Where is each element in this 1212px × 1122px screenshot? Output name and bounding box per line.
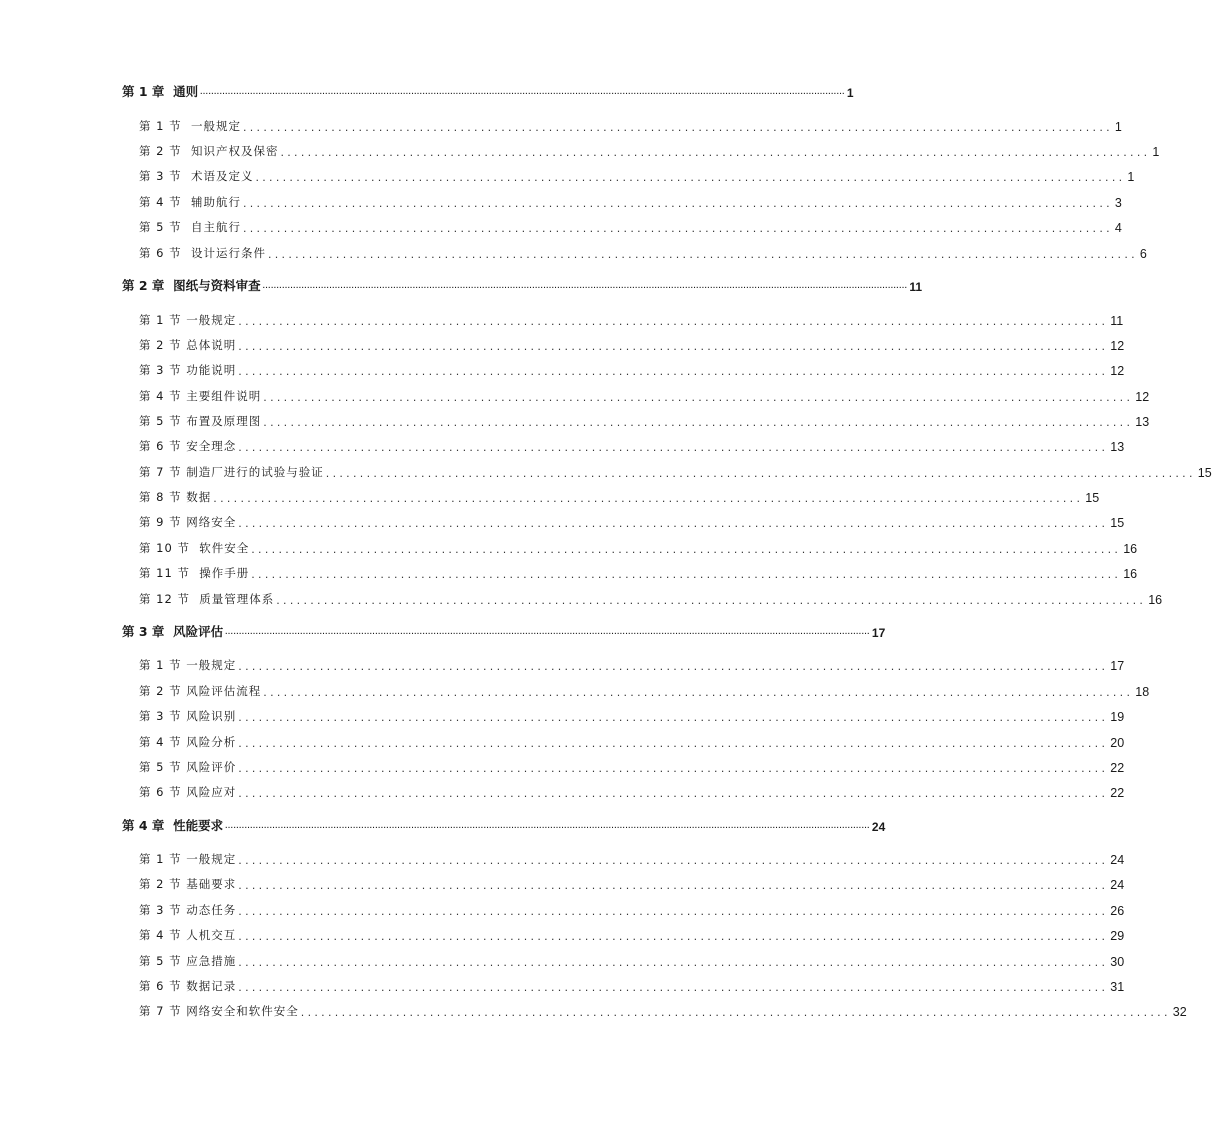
toc-chapter-1[interactable] [0,80,854,100]
dot-leader: ................................................................................................................................ [238,711,1109,724]
toc-chapter-4[interactable] [0,814,886,834]
page-number: 26 [1110,904,1125,918]
dot-leader: ................................................................................................................................ [238,762,1109,775]
section-title: 第 3 节 风险识别 [139,709,237,723]
section-title: 第 2 节 知识产权及保密 [139,144,279,158]
page-number: 15 [1110,516,1125,530]
dot-leader: ................................................................................................................................ [238,854,1109,867]
toc-section[interactable] [0,704,1125,724]
page-number: 1 [1152,145,1160,159]
dot-leader: ................................................................................................................................ [238,737,1109,750]
section-title: 第 1 节 一般规定 [139,119,241,133]
section-title: 第 7 节 制造厂进行的试验与验证 [139,465,324,479]
page-number: 1 [846,86,854,100]
dot-leader: ................................................................................................................................ [213,492,1084,505]
page-number: 22 [1110,786,1125,800]
toc-chapter-3[interactable] [0,620,886,640]
toc-section[interactable] [0,434,1125,454]
page-number: 11 [1110,314,1124,328]
dot-leader: ................................................................................................................................ [242,121,1113,134]
toc-section[interactable] [0,215,1122,235]
page-number: 15 [1085,491,1100,505]
section-title: 第 5 节 自主航行 [139,220,241,234]
page-number: 13 [1135,415,1150,429]
dot-leader: ................................................................................................................................ [238,340,1109,353]
page-number: 16 [1123,567,1138,581]
page-number: 24 [871,820,886,834]
toc-section[interactable] [0,536,1138,556]
toc-section[interactable] [0,164,1135,184]
dot-leader: ................................................................................................................................ [280,146,1151,159]
dot-leader: ................................................................................................................................ [276,594,1147,607]
dot-leader: ........................................................................................................................................................................................................................................ [200,89,845,96]
section-title: 第 4 节 风险分析 [139,735,237,749]
chapter-title: 第 2 章 图纸与资料审查 [122,278,261,293]
toc-section[interactable] [0,485,1100,505]
toc-section[interactable] [0,999,1187,1019]
page-number: 12 [1135,390,1150,404]
toc-section[interactable] [0,847,1125,867]
section-title: 第 4 节 主要组件说明 [139,389,262,403]
toc-section[interactable] [0,679,1150,699]
toc-chapter-2[interactable] [0,274,923,294]
toc-section[interactable] [0,653,1125,673]
dot-leader: ................................................................................................................................ [238,905,1109,918]
dot-leader: ................................................................................................................................ [251,543,1122,556]
section-title: 第 6 节 安全理念 [139,439,237,453]
section-title: 第 1 节 一般规定 [139,313,237,327]
page-number: 24 [1110,853,1125,867]
section-title: 第 11 节 操作手册 [139,566,250,580]
section-title: 第 6 节 设计运行条件 [139,246,266,260]
dot-leader: ................................................................................................................................ [300,1006,1171,1019]
page-number: 15 [1197,466,1212,480]
toc-section[interactable] [0,510,1125,530]
page-number: 1 [1114,120,1122,134]
page-number: 6 [1139,247,1147,261]
dot-leader: ........................................................................................................................................................................................................................................ [225,629,870,636]
toc-section[interactable] [0,358,1125,378]
dot-leader: ................................................................................................................................ [238,879,1109,892]
section-title: 第 1 节 一般规定 [139,658,237,672]
dot-leader: ................................................................................................................................ [325,467,1196,480]
section-title: 第 5 节 应急措施 [139,954,237,968]
section-title: 第 10 节 软件安全 [139,541,250,555]
toc-section[interactable] [0,241,1147,261]
toc-section[interactable] [0,460,1212,480]
section-title: 第 9 节 网络安全 [139,515,237,529]
page-number: 4 [1114,221,1122,235]
dot-leader: ................................................................................................................................ [238,441,1109,454]
page-number: 16 [1123,542,1138,556]
toc-section[interactable] [0,587,1163,607]
dot-leader: ................................................................................................................................ [238,660,1109,673]
toc-section[interactable] [0,872,1125,892]
page-number: 1 [1127,170,1135,184]
dot-leader: ................................................................................................................................ [263,391,1134,404]
toc-section[interactable] [0,190,1122,210]
dot-leader: ................................................................................................................................ [238,365,1109,378]
section-title: 第 5 节 风险评价 [139,760,237,774]
toc-section[interactable] [0,730,1125,750]
toc-section[interactable] [0,139,1160,159]
toc-section[interactable] [0,898,1125,918]
section-title: 第 5 节 布置及原理图 [139,414,262,428]
dot-leader: ........................................................................................................................................................................................................................................ [262,283,908,290]
section-title: 第 2 节 基础要求 [139,877,237,891]
toc-section[interactable] [0,409,1150,429]
toc-section[interactable] [0,308,1124,328]
toc-section[interactable] [0,949,1125,969]
page-number: 18 [1135,685,1150,699]
page-number: 29 [1110,929,1125,943]
dot-leader: ................................................................................................................................ [242,197,1113,210]
section-title: 第 3 节 功能说明 [139,363,237,377]
page-number: 30 [1110,955,1125,969]
dot-leader: ................................................................................................................................ [263,416,1134,429]
toc-section[interactable] [0,384,1150,404]
page-number: 16 [1148,593,1163,607]
section-title: 第 3 节 动态任务 [139,903,237,917]
dot-leader: ................................................................................................................................ [267,248,1138,261]
toc-section[interactable] [0,923,1125,943]
page-number: 17 [871,626,886,640]
toc-section[interactable] [0,333,1125,353]
page-number: 20 [1110,736,1125,750]
section-title: 第 7 节 网络安全和软件安全 [139,1004,299,1018]
dot-leader: ................................................................................................................................ [238,787,1109,800]
section-title: 第 1 节 一般规定 [139,852,237,866]
chapter-title: 第 1 章 通则 [122,84,199,99]
dot-leader: ................................................................................................................................ [238,956,1109,969]
page-number: 3 [1114,196,1122,210]
dot-leader: ................................................................................................................................ [238,930,1109,943]
section-title: 第 2 节 风险评估流程 [139,684,262,698]
section-title: 第 6 节 数据记录 [139,979,237,993]
toc-section[interactable] [0,114,1122,134]
dot-leader: ................................................................................................................................ [255,171,1126,184]
page-number: 24 [1110,878,1125,892]
section-title: 第 4 节 人机交互 [139,928,237,942]
page-number: 11 [909,280,923,294]
dot-leader: ................................................................................................................................ [238,315,1109,328]
section-title: 第 8 节 数据 [139,490,212,504]
page-number: 13 [1110,440,1125,454]
section-title: 第 12 节 质量管理体系 [139,592,275,606]
page-number: 12 [1110,364,1125,378]
page-number: 32 [1172,1005,1187,1019]
section-title: 第 6 节 风险应对 [139,785,237,799]
dot-leader: ................................................................................................................................ [242,222,1113,235]
page-number: 17 [1110,659,1125,673]
chapter-title: 第 4 章 性能要求 [122,818,224,833]
page-number: 31 [1110,980,1125,994]
dot-leader: ........................................................................................................................................................................................................................................ [225,823,870,830]
page-number: 19 [1110,710,1125,724]
toc-section[interactable] [0,780,1125,800]
toc-section[interactable] [0,755,1125,775]
page-number: 12 [1110,339,1125,353]
section-title: 第 2 节 总体说明 [139,338,237,352]
section-title: 第 4 节 辅助航行 [139,195,241,209]
chapter-title: 第 3 章 风险评估 [122,624,224,639]
dot-leader: ................................................................................................................................ [251,568,1122,581]
page-number: 22 [1110,761,1125,775]
toc-section[interactable] [0,561,1138,581]
dot-leader: ................................................................................................................................ [238,517,1109,530]
toc-section[interactable] [0,974,1125,994]
section-title: 第 3 节 术语及定义 [139,169,254,183]
dot-leader: ................................................................................................................................ [263,686,1134,699]
dot-leader: ................................................................................................................................ [238,981,1109,994]
